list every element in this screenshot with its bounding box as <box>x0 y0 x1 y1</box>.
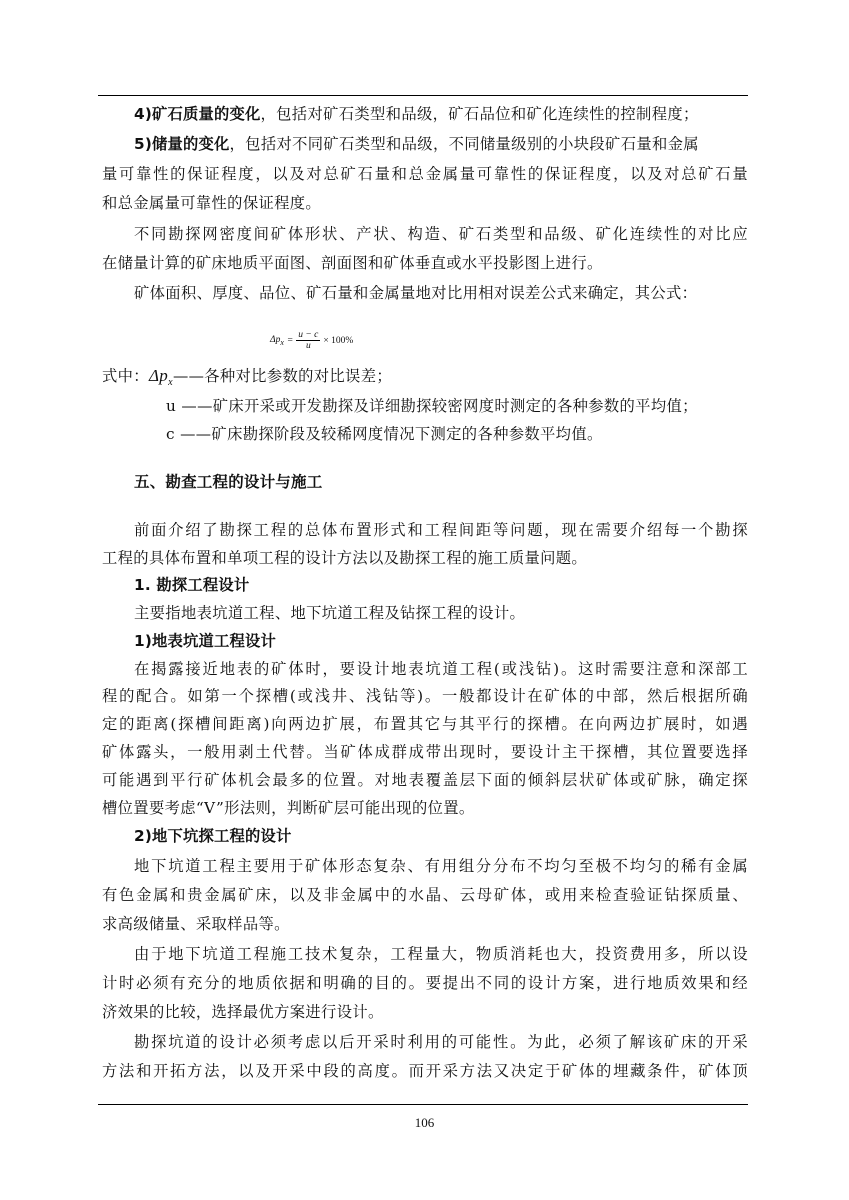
text-line: 程的配合。如第一个探槽(或浅井、浅钻等)。一般都设计在矿体的中部，然后根据所确 <box>102 687 748 705</box>
subsection-heading: 2)地下坑探工程的设计 <box>134 827 292 845</box>
subsection-heading: 1)地表坑道工程设计 <box>134 632 277 650</box>
paragraph-ore-quality: 4)矿石质量的变化，包括对矿石类型和品级，矿石品位和矿化连续性的控制程度； <box>134 105 699 123</box>
text-line: 工程的具体布置和单项工程的设计方法以及勘探工程的施工质量问题。 <box>102 549 588 567</box>
header-rule <box>98 95 748 96</box>
text-line: 可能遇到平行矿体机会最多的位置。对地表覆盖层下面的倾斜层状矿体或矿脉，确定探 <box>102 771 748 789</box>
text-line: 不同勘探网密度间矿体形状、产状、构造、矿石类型和品级、矿化连续性的对比应 <box>134 225 748 243</box>
footer-rule <box>98 1104 748 1105</box>
text-line: 在揭露接近地表的矿体时，要设计地表坑道工程(或浅钻)。这时需要注意和深部工 <box>134 660 748 678</box>
text-line: 由于地下坑道工程施工技术复杂，工程量大，物质消耗也大，投资费用多，所以设 <box>134 945 748 963</box>
text-line: 地下坑道工程主要用于矿体形态复杂、有用组分分布不均匀至极不均匀的稀有金属 <box>134 857 748 875</box>
item-title: 5)储量的变化 <box>134 135 230 153</box>
text-line: 前面介绍了勘探工程的总体布置形式和工程间距等问题，现在需要介绍每一个勘探 <box>134 521 748 539</box>
text-line: 求高级储量、采取样品等。 <box>102 915 290 933</box>
fraction: $\frac{u - c}{u}$ <box>298 330 319 351</box>
text-line: 有色金属和贵金属矿床，以及非金属中的水晶、云母矿体，或用来检查验证钻探质量、 <box>102 886 748 904</box>
text-line: 矿体露头，一般用剥土代替。当矿体成群成带出现时，要设计主干探槽，其位置要选择 <box>102 743 748 761</box>
legend-line-2: u ——矿床开采或开发勘探及详细勘探较密网度时测定的各种参数的平均值； <box>166 397 698 415</box>
text-line: 量可靠性的保证程度，以及对总矿石量和总金属量可靠性的保证程度，以及对总矿石量 <box>102 165 748 183</box>
text-line: 矿体面积、厚度、品位、矿石量和金属量地对比用相对误差公式来确定，其公式： <box>134 284 698 302</box>
text-line: 计时必须有充分的地质依据和明确的目的。要提出不同的设计方案，进行地质效果和经 <box>102 974 748 992</box>
text-line: 在储量计算的矿床地质平面图、剖面图和矿体垂直或水平投影图上进行。 <box>102 254 603 272</box>
legend-line-3: c ——矿床勘探阶段及较稀网度情况下测定的各种参数平均值。 <box>166 425 603 443</box>
page-number: 106 <box>414 1115 435 1130</box>
text-line: 和总金属量可靠性的保证程度。 <box>102 194 322 212</box>
text-line: 定的距离(探槽间距离)向两边扩展，布置其它与其平行的探槽。在向两边扩展时，如遇 <box>102 715 748 733</box>
text-line: 主要指地表坑道工程、地下坑道工程及钻探工程的设计。 <box>134 604 526 622</box>
text-line: 槽位置要考虑“V”形法则，判断矿层可能出现的位置。 <box>102 799 475 817</box>
relative-error-formula: $\Delta p_x$ = $\frac{u - c}{u}$ × 100% <box>270 330 354 351</box>
section-heading: 五、勘查工程的设计与施工 <box>134 473 323 491</box>
text-line: 方法和开拓方法，以及开采中段的高度。而开采方法又决定于矿体的埋藏条件，矿体顶 <box>102 1062 748 1080</box>
legend-line-1: 式中：$\Delta p_x——$各种对比参数的对比误差； <box>102 366 392 389</box>
text-line: 勘探坑道的设计必须考虑以后开采时利用的可能性。为此，必须了解该矿床的开采 <box>134 1033 748 1051</box>
subsection-heading: 1. 勘探工程设计 <box>134 576 250 594</box>
paragraph-reserve-change: 5)储量的变化，包括对不同矿石类型和品级，不同储量级别的小块段矿石量和金属 <box>134 135 699 153</box>
item-title: 4)矿石质量的变化 <box>134 105 261 123</box>
text-line: 济效果的比较，选择最优方案进行设计。 <box>102 1003 384 1021</box>
